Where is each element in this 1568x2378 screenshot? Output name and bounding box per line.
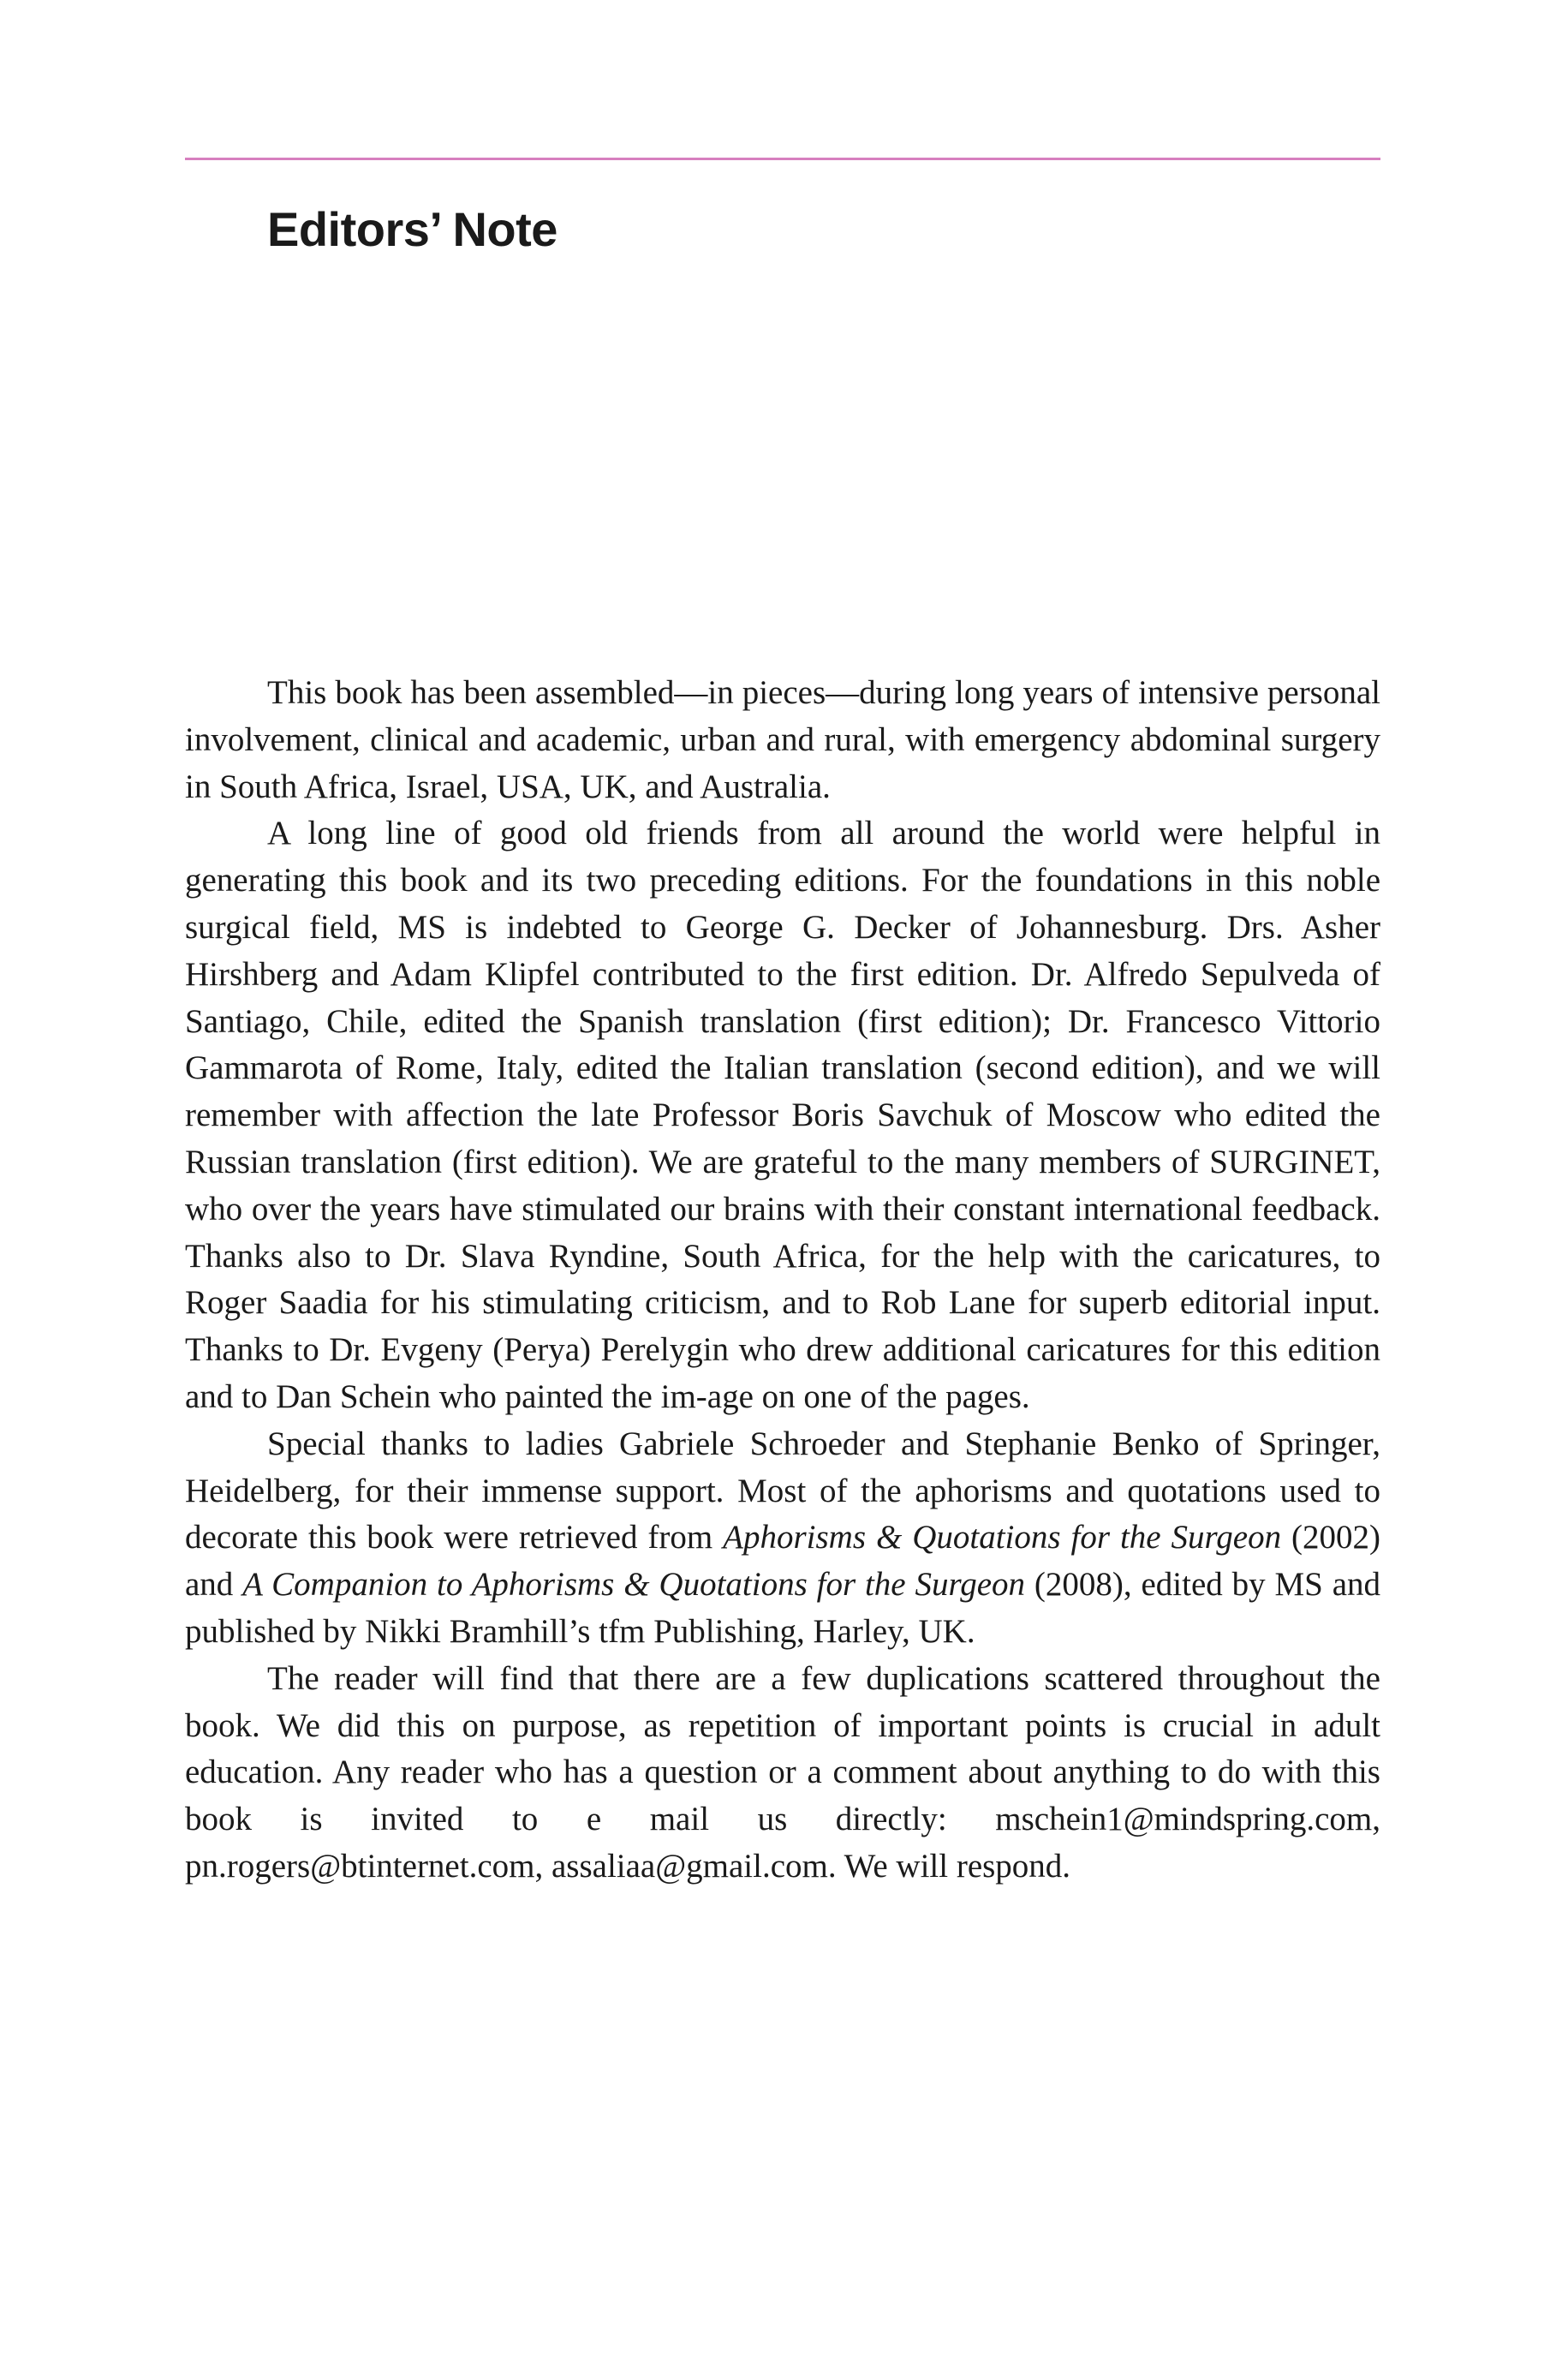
paragraph-2: A long line of good old friends from all around the world were helpful in generating this book and its two preceding editions. For the foundations in this noble surgical field, MS is indebted to George G. Decker of Johannesburg. Drs. Asher Hirshberg and Adam Klipfel contributed to the first edition. Dr. Alfredo Sepulveda of Santiago, Chile, edited the Spanish translation (first edition); Dr. Francesco Vittorio Gammarota of Rome, Italy, edited the Italian translation (second edition), and we will remember with affection the late Professor Boris Savchuk of Moscow who edited the Russian translation (first edition). We are grateful to the many members of SURGINET, who over the years have stimulated our brains with their constant international feedback. Thanks also to Dr. Slava Ryndine, South Africa, for the help with the caricatures, to Roger Saadia for his stimulating criticism, and to Rob Lane for superb editorial input. Thanks to Dr. Evgeny (Perya) Perelygin who drew additional caricatures for this edition and to Dan Schein who painted the im-age on one of the pages.	[185, 815, 1380, 1415]
paragraph-3-text-c: (2008), edited by MS and published by Nikki Bramhill’s tfm Publishing, Harley, UK.	[185, 1566, 1381, 1650]
header-rule	[185, 158, 1380, 160]
book-title-companion: A Companion to Aphorisms & Quotations for the Surgeon	[242, 1566, 1026, 1604]
body-text	[185, 670, 1380, 1891]
paragraph-3	[185, 1421, 1380, 1656]
paragraph-3-text-a: Special thanks to ladies Gabriele Schroeder and Stephanie Benko of Springer, Heidelberg, for their immense support. Most of the aphorisms and quotations used to decorate this book were retrieved from	[185, 1425, 1380, 1556]
page-title: Editors’ Note	[267, 202, 557, 256]
paragraph-1: This book has been assembled—in pieces—during long years of intensive personal involvement, clinical and academic, urban and rural, with emergency abdominal surgery in South Africa, Israel, USA, UK, and Australia.	[185, 674, 1380, 805]
paragraph-3-text-b: (2002) and	[185, 1519, 1380, 1604]
book-title-aphorisms: Aphorisms & Quotations for the Surgeon	[723, 1519, 1282, 1556]
paragraph-4: The reader will find that there are a few duplications scattered throughout the book. We did this on purpose, as repetition of important points is crucial in adult education. Any reader who has a question or a comment about anything to do with this book is invited to e mail us directly: mschein1@mindspring.com, pn.rogers@btinternet.com, assaliaa@gmail.com. We will respond.	[185, 1659, 1380, 1885]
